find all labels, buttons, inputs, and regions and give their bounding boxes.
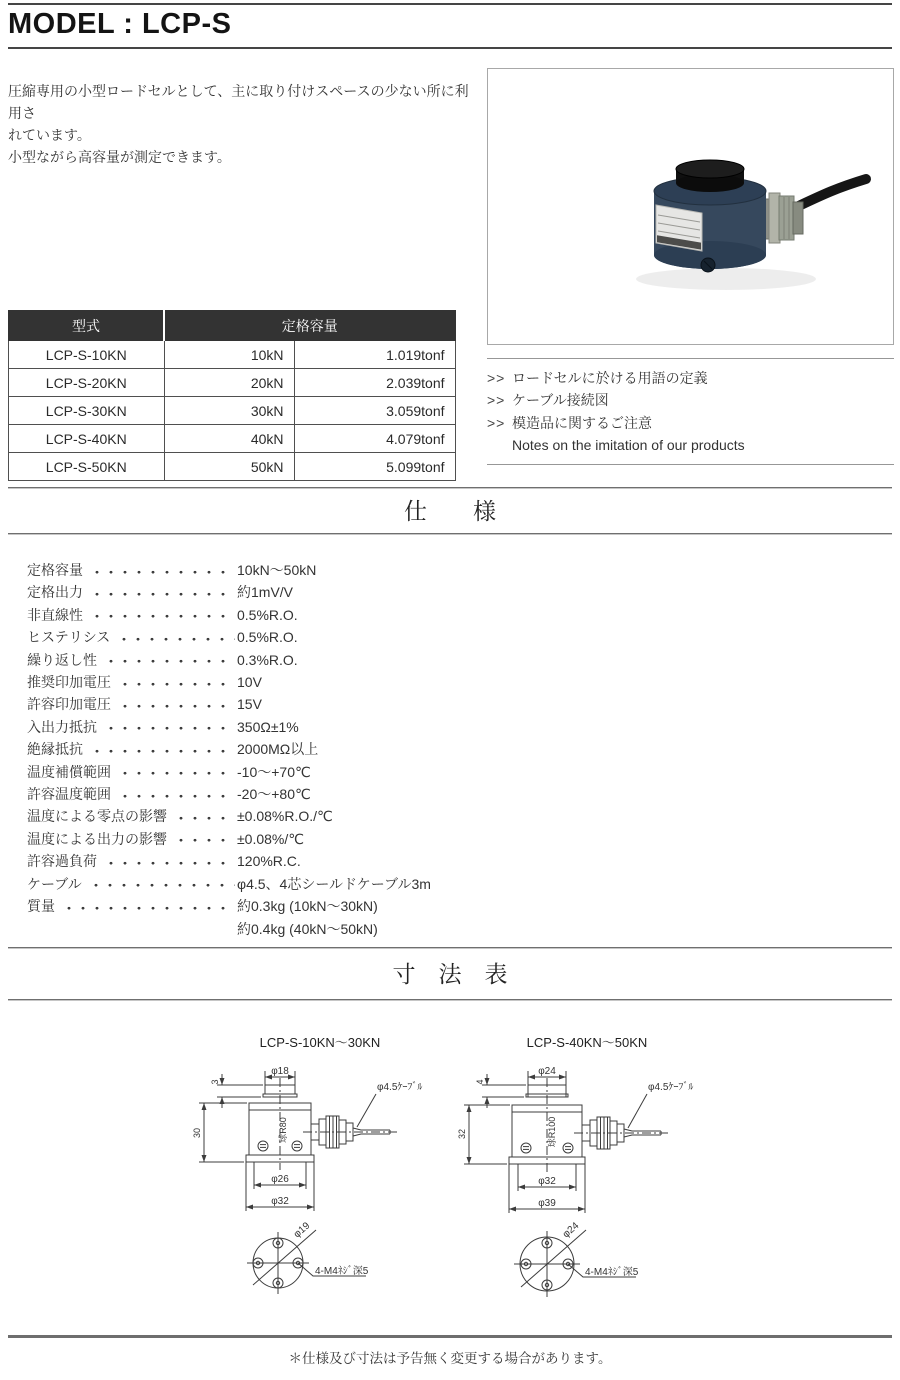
dim-bolt-circle: φ19 [291,1220,313,1241]
dim-bolt-circle: φ24 [560,1220,582,1241]
link-label: ケーブル接続図 [512,392,609,409]
table-row [9,397,456,425]
leader-dots [116,783,235,805]
dim-body-height: 30 [192,1127,202,1139]
cell-model: LCP-S-50KN [9,453,165,481]
leader-dots [115,626,235,648]
leader-dots [116,693,235,715]
spec-value: 約1mV/V [237,584,294,601]
spec-label: 許容印加電圧 [27,696,111,713]
spec-label: ヒステリシス [27,629,111,646]
spec-row [27,671,667,693]
spec-row [27,738,667,760]
link-marker-icon: >> [487,414,506,431]
footer-rule [8,1335,892,1338]
dimension-drawing-large-models [452,1048,722,1318]
table-row [9,369,456,397]
spec-row [27,850,667,872]
related-links [487,358,894,465]
spec-value: φ4.5、4芯シールドケーブル3m [237,875,431,892]
dim-base-dia: φ39 [538,1198,556,1209]
dim-cap-height: 3 [210,1079,220,1085]
spec-row [27,761,667,783]
dimension-drawing-small-models [185,1048,455,1318]
spec-label: 温度による出力の影響 [27,830,167,847]
spec-row [27,604,667,626]
product-description [8,80,478,168]
description-line: れています。 [8,127,91,143]
spec-value: 10V [237,674,262,691]
spec-row [27,716,667,738]
table-row [9,341,456,369]
dim-screw-note: 4-M4ﾈｼﾞ深5 [585,1267,639,1278]
leader-dots [172,828,235,850]
leader-dots [88,604,235,626]
spec-label: 許容過負荷 [27,853,97,870]
spec-label: 定格出力 [27,584,83,601]
cell-kn: 50kN [164,453,294,481]
spec-row [27,828,667,850]
link-marker-icon: >> [487,392,506,409]
drawing-title-small-models: LCP-S-10KN～30KN [259,1035,381,1050]
spec-row [27,805,667,827]
dim-cap-height: 4 [475,1079,485,1085]
spec-label: 温度補償範囲 [27,763,111,780]
link-label: 模造品に関するご注意 [512,414,652,431]
photo-label [656,205,702,251]
model-capacity-table [8,310,456,481]
dimension-section-heading [8,947,892,1001]
page-title: MODEL : LCP-S [8,8,232,40]
spec-row [27,581,667,603]
spec-label: ケーブル [27,875,82,892]
spec-value: 15V [237,696,262,713]
spec-label: 質量 [27,898,55,915]
dim-cap-dia: φ24 [538,1066,556,1077]
link-label: ロードセルに於ける用語の定義 [512,370,708,386]
spec-value: 0.5%R.O. [237,629,298,646]
table-row [9,453,456,481]
spec-value: ±0.08%/℃ [237,830,304,847]
table-row [9,425,456,453]
spec-value-line1: 約0.3kg (10kN～30kN) [237,898,378,915]
spec-section-title: 仕 様 [404,498,496,524]
cell-model: LCP-S-30KN [9,397,165,425]
product-photo [488,69,893,344]
spec-list [27,559,667,940]
cell-model: LCP-S-20KN [9,369,165,397]
link-terms-definition[interactable] [487,367,894,389]
cell-tonf: 5.099tonf [294,453,455,481]
dim-body-height: 32 [457,1128,467,1140]
spec-label: 非直線性 [27,606,83,623]
leader-dots [172,805,235,827]
spec-label: 繰り返し性 [27,651,97,668]
leader-dots [102,649,235,671]
spec-value: -10～+70℃ [237,763,311,780]
leader-dots [88,738,235,760]
leader-dots [88,559,235,581]
dim-cable-label: φ4.5ｹｰﾌﾞﾙ [377,1082,423,1093]
spec-row [27,649,667,671]
link-cable-connection[interactable] [487,389,894,411]
drawing-title-large-models: LCP-S-40KN～50KN [526,1035,648,1050]
photo-cap [676,160,744,192]
spec-label: 温度による零点の影響 [27,808,167,825]
dim-screw-note: 4-M4ﾈｼﾞ深5 [315,1266,369,1277]
product-photo-box [487,68,894,345]
leader-dots [88,581,235,603]
cell-kn: 20kN [164,369,294,397]
spec-section-heading [8,487,892,535]
link-imitation-notice-en: Notes on the imitation of our products [512,437,745,454]
leader-dots [102,850,235,872]
spec-value-line2: 約0.4kg (40kN～50kN) [237,920,378,937]
leader-dots [116,761,235,783]
spec-value: 0.5%R.O. [237,606,298,623]
title-bottom-rule [8,47,892,49]
cell-kn: 10kN [164,341,294,369]
dim-sphere-radius: 球R100 [547,1116,557,1148]
spec-label: 絶縁抵抗 [27,741,83,758]
spec-value: 350Ω±1% [237,718,299,735]
leader-dots [60,895,235,917]
cell-tonf: 1.019tonf [294,341,455,369]
spec-row [27,873,667,895]
footer-note: ＊仕様及び寸法は予告無く変更する場合があります。 [288,1351,612,1366]
spec-value: 0.3%R.O. [237,651,298,668]
table-header-capacity: 定格容量 [164,311,455,341]
cell-model: LCP-S-40KN [9,425,165,453]
cell-kn: 30kN [164,397,294,425]
spec-label: 推奨印加電圧 [27,674,111,691]
spec-value [237,895,667,940]
description-line: 圧縮専用の小型ロードセルとして、主に取り付けスペースの少ない所に利用さ [8,83,469,121]
leader-dots [87,873,235,895]
cell-kn: 40kN [164,425,294,453]
leader-dots [102,716,235,738]
spec-row [27,626,667,648]
cell-tonf: 2.039tonf [294,369,455,397]
cell-model: LCP-S-10KN [9,341,165,369]
spec-row [27,783,667,805]
dim-sphere-radius: 球R80 [278,1117,288,1143]
cell-tonf: 3.059tonf [294,397,455,425]
title-top-rule [8,3,892,5]
spec-label: 入出力抵抗 [27,718,97,735]
dim-base-dia: φ32 [271,1196,289,1207]
spec-value: 2000MΩ以上 [237,741,319,758]
spec-value: -20～+80℃ [237,786,311,803]
dim-boss-dia: φ32 [538,1176,556,1187]
spec-label: 許容温度範囲 [27,786,111,803]
spec-row [27,559,667,581]
leader-dots [116,671,235,693]
divider [8,999,892,1001]
link-imitation-notice[interactable] [487,412,894,434]
dim-cable-label: φ4.5ｹｰﾌﾞﾙ [648,1082,694,1093]
spec-label: 定格容量 [27,562,83,578]
spec-value: 120%R.C. [237,853,301,870]
table-header-model: 型式 [9,311,165,341]
dim-cap-dia: φ18 [271,1066,289,1077]
spec-row [27,693,667,715]
dimension-section-title: 寸 法 表 [392,961,508,987]
spec-value: 10kN～50kN [237,562,317,578]
divider [8,533,892,535]
link-marker-icon: >> [487,370,506,386]
spec-row [27,895,667,940]
dim-boss-dia: φ26 [271,1174,289,1185]
description-line: 小型ながら高容量が測定できます。 [8,149,231,165]
cell-tonf: 4.079tonf [294,425,455,453]
spec-value: ±0.08%R.O./℃ [237,808,333,825]
